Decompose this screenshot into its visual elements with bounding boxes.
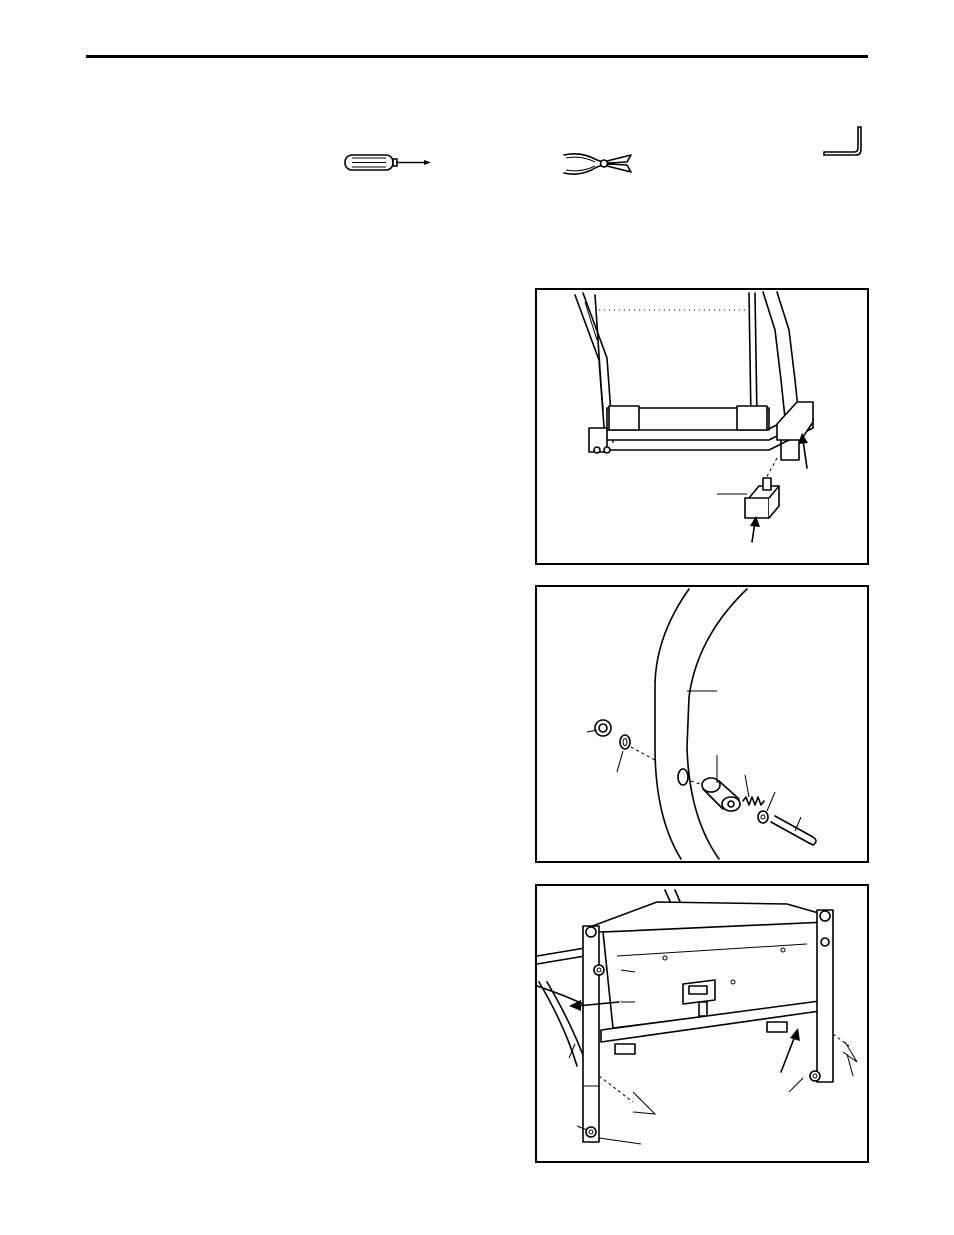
- header-rule: [86, 55, 868, 58]
- allen-wrench-icon: [820, 124, 864, 158]
- screwdriver-icon: [342, 150, 434, 176]
- figure-3-frame-legs: [535, 884, 869, 1163]
- figure-1-base-assembly: [535, 288, 869, 565]
- figure-2-upright-hardware: [535, 585, 869, 863]
- pliers-icon: [561, 149, 635, 179]
